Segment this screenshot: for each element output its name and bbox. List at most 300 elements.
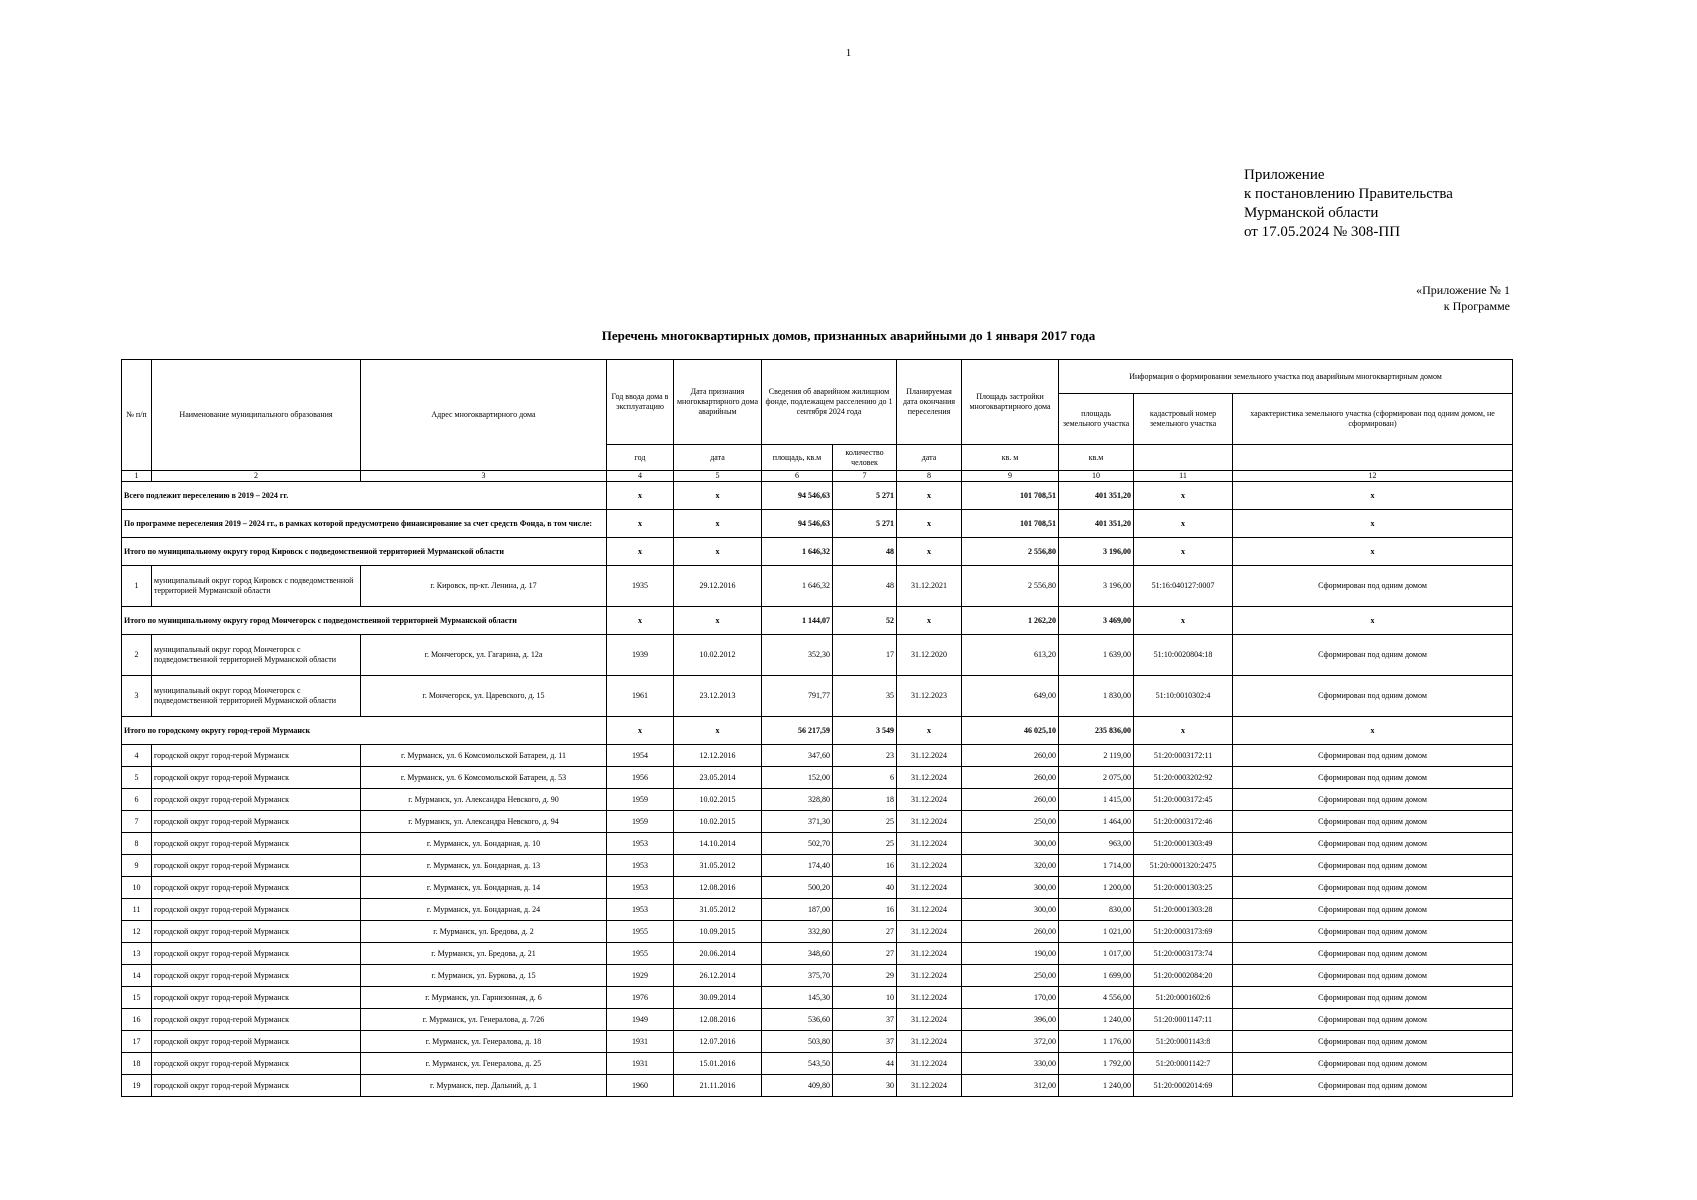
land-characteristic-cell: Сформирован под одним домом — [1233, 1053, 1513, 1075]
year-built-cell: х — [607, 538, 674, 566]
planned-end-cell: 31.12.2024 — [897, 943, 962, 965]
address-cell: г. Мурманск, ул. Александра Невского, д. 90 — [361, 789, 607, 811]
area-cell: 94 546,63 — [762, 482, 833, 510]
table-row — [122, 745, 1513, 767]
header-cadastral: кадастровый номер земельного участка — [1134, 394, 1233, 445]
address-cell: г. Мурманск, ул. 6 Комсомольской Батареи, д. 53 — [361, 767, 607, 789]
address-cell: г. Мурманск, ул. Генералова, д. 18 — [361, 1031, 607, 1053]
cadastral-cell: 51:20:0001602:6 — [1134, 987, 1233, 1009]
land-area-cell: 1 714,00 — [1059, 855, 1134, 877]
year-built-cell: 1954 — [607, 745, 674, 767]
cadastral-cell: 51:20:0001142:7 — [1134, 1053, 1233, 1075]
land-characteristic-cell: Сформирован под одним домом — [1233, 855, 1513, 877]
year-built-cell: 1956 — [607, 767, 674, 789]
column-number: 11 — [1134, 471, 1233, 482]
area-cell: 94 546,63 — [762, 510, 833, 538]
land-characteristic-cell: х — [1233, 717, 1513, 745]
appendix-line: к постановлению Правительства — [1244, 186, 1453, 202]
area-cell: 1 646,32 — [762, 566, 833, 607]
people-cell: 10 — [833, 987, 897, 1009]
land-characteristic-cell: Сформирован под одним домом — [1233, 987, 1513, 1009]
people-cell: 5 271 — [833, 482, 897, 510]
table-row — [122, 855, 1513, 877]
cadastral-cell: х — [1134, 717, 1233, 745]
land-area-cell: 1 415,00 — [1059, 789, 1134, 811]
appendix-line: Приложение — [1244, 167, 1325, 183]
year-built-cell: х — [607, 482, 674, 510]
built-area-cell: 613,20 — [962, 635, 1059, 676]
address-cell: г. Мурманск, ул. Генералова, д. 7/26 — [361, 1009, 607, 1031]
recognition-date-cell: х — [674, 607, 762, 635]
municipality-cell: городской округ город-герой Мурманск — [152, 877, 361, 899]
row-number: 5 — [122, 767, 152, 789]
land-characteristic-cell: х — [1233, 607, 1513, 635]
people-cell: 52 — [833, 607, 897, 635]
address-cell: г. Мурманск, ул. 6 Комсомольской Батареи, д. 11 — [361, 745, 607, 767]
municipality-cell: городской округ город-герой Мурманск — [152, 1009, 361, 1031]
unit-people: количество человек — [833, 445, 897, 471]
column-number: 1 — [122, 471, 152, 482]
area-cell: 174,40 — [762, 855, 833, 877]
appendix-line: от 17.05.2024 № 308-ПП — [1244, 224, 1401, 240]
planned-end-cell: 31.12.2024 — [897, 1053, 962, 1075]
unit-sqm-2: кв.м — [1059, 445, 1134, 471]
header-year-built: Год ввода дома в эксплуатацию — [607, 360, 674, 445]
land-area-cell: 1 830,00 — [1059, 676, 1134, 717]
municipality-cell: городской округ город-герой Мурманск — [152, 899, 361, 921]
land-area-cell: 401 351,20 — [1059, 510, 1134, 538]
land-characteristic-cell: Сформирован под одним домом — [1233, 943, 1513, 965]
area-cell: 145,30 — [762, 987, 833, 1009]
recognition-date-cell: 29.12.2016 — [674, 566, 762, 607]
municipality-cell: городской округ город-герой Мурманск — [152, 965, 361, 987]
cadastral-cell: 51:20:0003202:92 — [1134, 767, 1233, 789]
municipality-cell: городской округ город-герой Мурманск — [152, 833, 361, 855]
header-built-area: Площадь застройки многоквартирного дома — [962, 360, 1059, 445]
column-number: 3 — [361, 471, 607, 482]
built-area-cell: 101 708,51 — [962, 482, 1059, 510]
table-row — [122, 767, 1513, 789]
built-area-cell: 649,00 — [962, 676, 1059, 717]
year-built-cell: 1960 — [607, 1075, 674, 1097]
year-built-cell: х — [607, 510, 674, 538]
area-cell: 502,70 — [762, 833, 833, 855]
people-cell: 30 — [833, 1075, 897, 1097]
row-number: 4 — [122, 745, 152, 767]
land-area-cell: 3 196,00 — [1059, 566, 1134, 607]
municipality-cell: городской округ город-герой Мурманск — [152, 789, 361, 811]
land-characteristic-cell: Сформирован под одним домом — [1233, 1009, 1513, 1031]
row-number: 17 — [122, 1031, 152, 1053]
area-cell: 348,60 — [762, 943, 833, 965]
year-built-cell: 1953 — [607, 855, 674, 877]
people-cell: 25 — [833, 811, 897, 833]
header-recognition-date: Дата признания многоквартирного дома аварийным — [674, 360, 762, 445]
cadastral-cell: х — [1134, 607, 1233, 635]
recognition-date-cell: 12.08.2016 — [674, 1009, 762, 1031]
table-row — [122, 1031, 1513, 1053]
table-row — [122, 943, 1513, 965]
built-area-cell: 1 262,20 — [962, 607, 1059, 635]
address-cell: г. Мурманск, ул. Александра Невского, д. 94 — [361, 811, 607, 833]
land-characteristic-cell: х — [1233, 510, 1513, 538]
planned-end-cell: х — [897, 538, 962, 566]
subtotal-row — [122, 717, 1513, 745]
table-row — [122, 899, 1513, 921]
planned-end-cell: 31.12.2024 — [897, 745, 962, 767]
row-number: 13 — [122, 943, 152, 965]
land-area-cell: 1 699,00 — [1059, 965, 1134, 987]
document-title: Перечень многоквартирных домов, признанных аварийными до 1 января 2017 года — [601, 328, 1096, 343]
recognition-date-cell: 10.02.2015 — [674, 789, 762, 811]
address-cell: г. Мурманск, ул. Бредова, д. 21 — [361, 943, 607, 965]
unit-year: год — [607, 445, 674, 471]
municipality-cell: городской округ город-герой Мурманск — [152, 921, 361, 943]
column-number: 12 — [1233, 471, 1513, 482]
subtotal-row — [122, 538, 1513, 566]
cadastral-cell: 51:20:0001320:2475 — [1134, 855, 1233, 877]
people-cell: 3 549 — [833, 717, 897, 745]
year-built-cell: 1953 — [607, 833, 674, 855]
people-cell: 27 — [833, 921, 897, 943]
municipality-cell: городской округ город-герой Мурманск — [152, 745, 361, 767]
row-number: 7 — [122, 811, 152, 833]
built-area-cell: 250,00 — [962, 965, 1059, 987]
built-area-cell: 372,00 — [962, 1031, 1059, 1053]
municipality-cell: городской округ город-герой Мурманск — [152, 1053, 361, 1075]
year-built-cell: 1953 — [607, 899, 674, 921]
built-area-cell: 312,00 — [962, 1075, 1059, 1097]
land-characteristic-cell: Сформирован под одним домом — [1233, 877, 1513, 899]
planned-end-cell: х — [897, 482, 962, 510]
table-row — [122, 965, 1513, 987]
row-number: 10 — [122, 877, 152, 899]
people-cell: 40 — [833, 877, 897, 899]
land-characteristic-cell: Сформирован под одним домом — [1233, 635, 1513, 676]
program-ref-line: к Программе — [1443, 299, 1510, 313]
cadastral-cell: 51:20:0003173:69 — [1134, 921, 1233, 943]
planned-end-cell: 31.12.2024 — [897, 1031, 962, 1053]
people-cell: 25 — [833, 833, 897, 855]
municipality-cell: городской округ город-герой Мурманск — [152, 811, 361, 833]
people-cell: 48 — [833, 538, 897, 566]
land-area-cell: 1 176,00 — [1059, 1031, 1134, 1053]
recognition-date-cell: х — [674, 510, 762, 538]
land-characteristic-cell: Сформирован под одним домом — [1233, 745, 1513, 767]
column-number: 8 — [897, 471, 962, 482]
subtotal-row — [122, 607, 1513, 635]
address-cell: г. Мурманск, ул. Гарнизонная, д. 6 — [361, 987, 607, 1009]
year-built-cell: 1939 — [607, 635, 674, 676]
header-land-info: Информация о формировании земельного участка под аварийным многоквартирным домом — [1059, 360, 1513, 394]
row-number: 8 — [122, 833, 152, 855]
header-num: № п/п — [122, 360, 152, 471]
appendix-block — [1244, 166, 1453, 242]
header-address: Адрес многоквартирного дома — [361, 360, 607, 471]
land-characteristic-cell: Сформирован под одним домом — [1233, 965, 1513, 987]
row-number: 19 — [122, 1075, 152, 1097]
area-cell: 500,20 — [762, 877, 833, 899]
planned-end-cell: 31.12.2024 — [897, 921, 962, 943]
people-cell: 37 — [833, 1031, 897, 1053]
built-area-cell: 260,00 — [962, 745, 1059, 767]
column-number: 10 — [1059, 471, 1134, 482]
built-area-cell: 101 708,51 — [962, 510, 1059, 538]
land-area-cell: 2 075,00 — [1059, 767, 1134, 789]
planned-end-cell: 31.12.2024 — [897, 1075, 962, 1097]
table-row — [122, 635, 1513, 676]
built-area-cell: 396,00 — [962, 1009, 1059, 1031]
column-number-row — [122, 471, 1513, 482]
unit-date-2: дата — [897, 445, 962, 471]
land-area-cell: 1 240,00 — [1059, 1075, 1134, 1097]
recognition-date-cell: 12.07.2016 — [674, 1031, 762, 1053]
subtotal-label: Итого по городскому округу город-герой Мурманск — [122, 717, 607, 745]
housing-table — [121, 359, 1513, 1097]
area-cell: 791,77 — [762, 676, 833, 717]
row-number: 2 — [122, 635, 152, 676]
municipality-cell: городской округ город-герой Мурманск — [152, 767, 361, 789]
municipality-cell: муниципальный округ город Кировск с подведомственной территорией Мурманской области — [152, 566, 361, 607]
planned-end-cell: 31.12.2020 — [897, 635, 962, 676]
table-row — [122, 811, 1513, 833]
page-number: 1 — [845, 47, 852, 59]
recognition-date-cell: 23.12.2013 — [674, 676, 762, 717]
municipality-cell: городской округ город-герой Мурманск — [152, 1075, 361, 1097]
area-cell: 543,50 — [762, 1053, 833, 1075]
people-cell: 6 — [833, 767, 897, 789]
area-cell: 352,30 — [762, 635, 833, 676]
built-area-cell: 190,00 — [962, 943, 1059, 965]
people-cell: 23 — [833, 745, 897, 767]
area-cell: 347,60 — [762, 745, 833, 767]
table-row — [122, 921, 1513, 943]
program-ref-line: «Приложение № 1 — [1416, 283, 1510, 297]
cadastral-cell: 51:20:0001303:49 — [1134, 833, 1233, 855]
land-characteristic-cell: Сформирован под одним домом — [1233, 789, 1513, 811]
column-number: 7 — [833, 471, 897, 482]
column-number: 5 — [674, 471, 762, 482]
recognition-date-cell: 12.08.2016 — [674, 877, 762, 899]
municipality-cell: городской округ город-герой Мурманск — [152, 855, 361, 877]
row-number: 11 — [122, 899, 152, 921]
land-area-cell: 401 351,20 — [1059, 482, 1134, 510]
table-row — [122, 1009, 1513, 1031]
built-area-cell: 260,00 — [962, 767, 1059, 789]
year-built-cell: 1955 — [607, 943, 674, 965]
column-number: 4 — [607, 471, 674, 482]
unit-date: дата — [674, 445, 762, 471]
year-built-cell: 1976 — [607, 987, 674, 1009]
land-area-cell: 1 792,00 — [1059, 1053, 1134, 1075]
area-cell: 1 646,32 — [762, 538, 833, 566]
appendix-line: Мурманской области — [1244, 205, 1379, 221]
year-built-cell: 1949 — [607, 1009, 674, 1031]
people-cell: 16 — [833, 855, 897, 877]
area-cell: 409,80 — [762, 1075, 833, 1097]
unit-area: площадь, кв.м — [762, 445, 833, 471]
address-cell: г. Кировск, пр-кт. Ленина, д. 17 — [361, 566, 607, 607]
built-area-cell: 320,00 — [962, 855, 1059, 877]
row-number: 3 — [122, 676, 152, 717]
cadastral-cell: 51:20:0003172:45 — [1134, 789, 1233, 811]
row-number: 9 — [122, 855, 152, 877]
subtotal-label: По программе переселения 2019 – 2024 гг., в рамках которой предусмотрено финансирование за счет средств Фонда, в том числе: — [122, 510, 607, 538]
program-reference — [1416, 282, 1510, 314]
land-area-cell: 1 021,00 — [1059, 921, 1134, 943]
table-row — [122, 877, 1513, 899]
people-cell: 16 — [833, 899, 897, 921]
year-built-cell: х — [607, 607, 674, 635]
row-number: 14 — [122, 965, 152, 987]
cadastral-cell: 51:20:0001147:11 — [1134, 1009, 1233, 1031]
cadastral-cell: 51:20:0001143:8 — [1134, 1031, 1233, 1053]
land-area-cell: 1 464,00 — [1059, 811, 1134, 833]
land-characteristic-cell: Сформирован под одним домом — [1233, 767, 1513, 789]
land-characteristic-cell: Сформирован под одним домом — [1233, 899, 1513, 921]
unit-sqm: кв. м — [962, 445, 1059, 471]
recognition-date-cell: х — [674, 538, 762, 566]
recognition-date-cell: 10.09.2015 — [674, 921, 762, 943]
row-number: 15 — [122, 987, 152, 1009]
planned-end-cell: 31.12.2024 — [897, 767, 962, 789]
municipality-cell: городской округ город-герой Мурманск — [152, 943, 361, 965]
municipality-cell: муниципальный округ город Мончегорск с подведомственной территорией Мурманской области — [152, 676, 361, 717]
planned-end-cell: 31.12.2024 — [897, 987, 962, 1009]
subtotal-label: Итого по муниципальному округу город Мончегорск с подведомственной территорией Мурманской области — [122, 607, 607, 635]
year-built-cell: 1931 — [607, 1053, 674, 1075]
people-cell: 17 — [833, 635, 897, 676]
year-built-cell: 1959 — [607, 811, 674, 833]
recognition-date-cell: 31.05.2012 — [674, 899, 762, 921]
subtotal-label: Всего подлежит переселению в 2019 – 2024 гг. — [122, 482, 607, 510]
year-built-cell: 1959 — [607, 789, 674, 811]
built-area-cell: 260,00 — [962, 921, 1059, 943]
land-characteristic-cell: Сформирован под одним домом — [1233, 1075, 1513, 1097]
header-land-characteristic: характеристика земельного участка (сформирован под одним домом, не сформирован) — [1233, 394, 1513, 445]
cadastral-cell: х — [1134, 482, 1233, 510]
people-cell: 29 — [833, 965, 897, 987]
cadastral-cell: 51:20:0002084:20 — [1134, 965, 1233, 987]
header-municipality: Наименование муниципального образования — [152, 360, 361, 471]
cadastral-cell: 51:20:0002014:69 — [1134, 1075, 1233, 1097]
planned-end-cell: 31.12.2024 — [897, 877, 962, 899]
built-area-cell: 46 025,10 — [962, 717, 1059, 745]
recognition-date-cell: 23.05.2014 — [674, 767, 762, 789]
planned-end-cell: х — [897, 717, 962, 745]
recognition-date-cell: 10.02.2015 — [674, 811, 762, 833]
row-number: 16 — [122, 1009, 152, 1031]
row-number: 12 — [122, 921, 152, 943]
land-characteristic-cell: Сформирован под одним домом — [1233, 676, 1513, 717]
planned-end-cell: 31.12.2024 — [897, 1009, 962, 1031]
year-built-cell: 1931 — [607, 1031, 674, 1053]
table-row — [122, 676, 1513, 717]
people-cell: 48 — [833, 566, 897, 607]
recognition-date-cell: 20.06.2014 — [674, 943, 762, 965]
recognition-date-cell: 31.05.2012 — [674, 855, 762, 877]
year-built-cell: 1935 — [607, 566, 674, 607]
cadastral-cell: 51:16:040127:0007 — [1134, 566, 1233, 607]
municipality-cell: городской округ город-герой Мурманск — [152, 1031, 361, 1053]
year-built-cell: 1929 — [607, 965, 674, 987]
recognition-date-cell: 15.01.2016 — [674, 1053, 762, 1075]
planned-end-cell: х — [897, 510, 962, 538]
table-row — [122, 566, 1513, 607]
area-cell: 1 144,07 — [762, 607, 833, 635]
land-characteristic-cell: х — [1233, 538, 1513, 566]
subtotal-row — [122, 482, 1513, 510]
land-area-cell: 4 556,00 — [1059, 987, 1134, 1009]
land-area-cell: 235 836,00 — [1059, 717, 1134, 745]
land-area-cell: 1 639,00 — [1059, 635, 1134, 676]
built-area-cell: 2 556,80 — [962, 566, 1059, 607]
address-cell: г. Мончегорск, ул. Царевского, д. 15 — [361, 676, 607, 717]
built-area-cell: 330,00 — [962, 1053, 1059, 1075]
people-cell: 18 — [833, 789, 897, 811]
area-cell: 332,80 — [762, 921, 833, 943]
header-land-area: площадь земельного участка — [1059, 394, 1134, 445]
planned-end-cell: 31.12.2024 — [897, 855, 962, 877]
address-cell: г. Мончегорск, ул. Гагарина, д. 12а — [361, 635, 607, 676]
people-cell: 27 — [833, 943, 897, 965]
year-built-cell: 1953 — [607, 877, 674, 899]
people-cell: 37 — [833, 1009, 897, 1031]
subtotal-label: Итого по муниципальному округу город Кировск с подведомственной территорией Мурманской области — [122, 538, 607, 566]
year-built-cell: х — [607, 717, 674, 745]
row-number: 18 — [122, 1053, 152, 1075]
built-area-cell: 260,00 — [962, 789, 1059, 811]
area-cell: 503,80 — [762, 1031, 833, 1053]
header-resettlement-info: Сведения об аварийном жилищном фонде, подлежащем расселению до 1 сентября 2024 года — [762, 360, 897, 445]
built-area-cell: 300,00 — [962, 877, 1059, 899]
header-planned-end: Планируемая дата окончания переселения — [897, 360, 962, 445]
recognition-date-cell: х — [674, 482, 762, 510]
land-characteristic-cell: Сформирован под одним домом — [1233, 921, 1513, 943]
cadastral-cell: 51:20:0001303:25 — [1134, 877, 1233, 899]
recognition-date-cell: 12.12.2016 — [674, 745, 762, 767]
column-number: 9 — [962, 471, 1059, 482]
cadastral-cell: 51:20:0001303:28 — [1134, 899, 1233, 921]
planned-end-cell: 31.12.2023 — [897, 676, 962, 717]
land-characteristic-cell: Сформирован под одним домом — [1233, 811, 1513, 833]
built-area-cell: 300,00 — [962, 833, 1059, 855]
people-cell: 5 271 — [833, 510, 897, 538]
built-area-cell: 2 556,80 — [962, 538, 1059, 566]
address-cell: г. Мурманск, ул. Буркова, д. 15 — [361, 965, 607, 987]
planned-end-cell: 31.12.2024 — [897, 965, 962, 987]
recognition-date-cell: 14.10.2014 — [674, 833, 762, 855]
cadastral-cell: 51:10:0020804:18 — [1134, 635, 1233, 676]
cadastral-cell: х — [1134, 538, 1233, 566]
area-cell: 328,80 — [762, 789, 833, 811]
address-cell: г. Мурманск, ул. Бондарная, д. 24 — [361, 899, 607, 921]
land-area-cell: 3 196,00 — [1059, 538, 1134, 566]
cadastral-cell: 51:20:0003173:74 — [1134, 943, 1233, 965]
address-cell: г. Мурманск, ул. Генералова, д. 25 — [361, 1053, 607, 1075]
column-number: 2 — [152, 471, 361, 482]
table-row — [122, 987, 1513, 1009]
land-characteristic-cell: Сформирован под одним домом — [1233, 1031, 1513, 1053]
land-area-cell: 2 119,00 — [1059, 745, 1134, 767]
recognition-date-cell: х — [674, 717, 762, 745]
planned-end-cell: 31.12.2024 — [897, 811, 962, 833]
people-cell: 35 — [833, 676, 897, 717]
area-cell: 187,00 — [762, 899, 833, 921]
area-cell: 536,60 — [762, 1009, 833, 1031]
column-number: 6 — [762, 471, 833, 482]
address-cell: г. Мурманск, ул. Бондарная, д. 14 — [361, 877, 607, 899]
